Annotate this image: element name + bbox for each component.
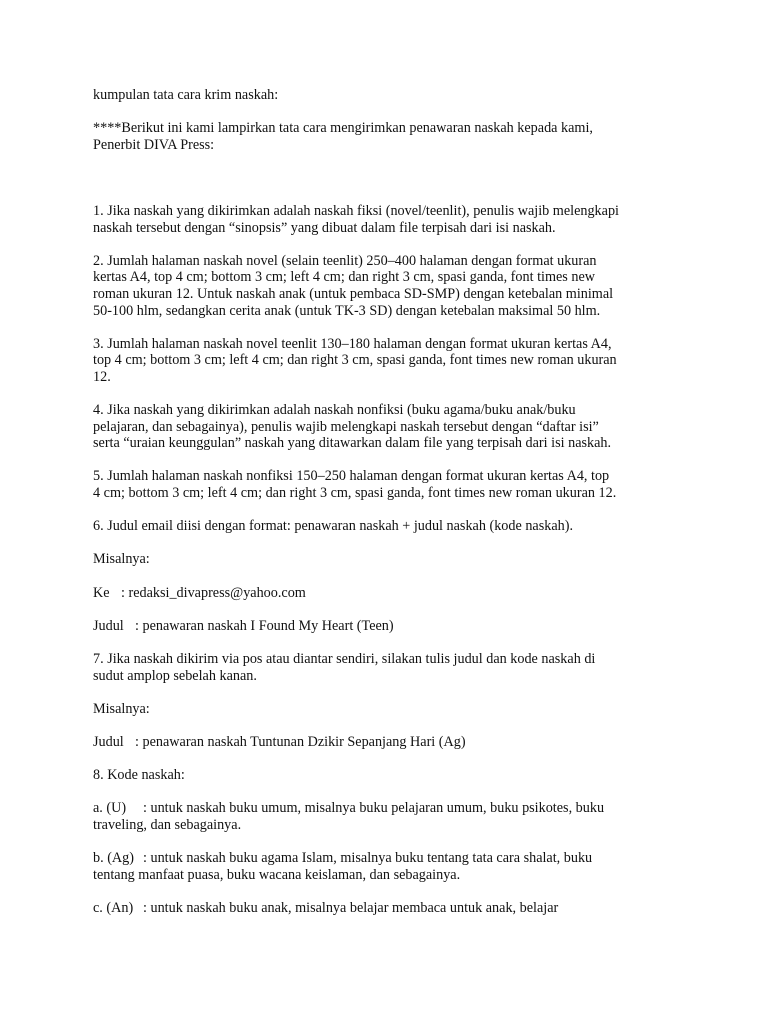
example-label: Misalnya: — [93, 700, 150, 717]
heading-line: ****Berikut ini kami lampirkan tata cara mengirimkan penawaran naskah kepada kami, — [93, 120, 593, 137]
spacer — [93, 170, 683, 203]
code-label: a. (U) — [93, 800, 127, 817]
paragraph-3: 3. Jumlah halaman naskah novel teenlit 130–180 halaman dengan format ukuran kertas A4, top 4 cm; bottom 3 cm; left 4 cm; dan right 3 cm, spasi ganda, font times new roman ukuran 12. — [93, 335, 617, 385]
example-ke-line — [93, 585, 683, 602]
intro-line: kumpulan tata cara krim naskah: — [93, 87, 279, 103]
document-page — [93, 87, 683, 933]
paragraph-1: 1. Jika naskah yang dikirimkan adalah naskah fiksi (novel/teenlit), penulis wajib melengkapi naskah tersebut dengan “sinopsis” yang dibuat dalam file terpisah dari isi naskah. — [93, 202, 619, 236]
ke-value: : redaksi_divapress@yahoo.com — [121, 584, 306, 601]
judul-label: Judul — [93, 617, 124, 634]
paragraph-4: 4. Jika naskah yang dikirimkan adalah naskah nonfiksi (buku agama/buku anak/buku pelajaran, dan sebagainya), penulis wajib melengkapi naskah tersebut dengan “daftar isi” serta “uraian keunggulan” naskah yang ditawarkan dalam file yang terpisah dari isi naskah. — [93, 402, 612, 452]
paragraph-8: 8. Kode naskah: — [93, 767, 185, 784]
example-label: Misalnya: — [93, 551, 150, 568]
judul-value: : penawaran naskah I Found My Heart (Teen) — [135, 617, 394, 634]
paragraph-5: 5. Jumlah halaman naskah nonfiksi 150–250 halaman dengan format ukuran kertas A4, top 4 cm; bottom 3 cm; left 4 cm; dan right 3 cm, spasi ganda, font times new roman ukuran 12. — [93, 468, 617, 502]
code-item-b: b. (Ag) : untuk naskah buku agama Islam, misalnya buku tentang tata cara shalat, buku tentang manfaat puasa, buku wacana keislaman, dan sebagainya. — [93, 850, 593, 883]
ke-label: Ke — [93, 584, 110, 601]
paragraph-6: 6. Judul email diisi dengan format: penawaran naskah + judul naskah (kode naskah). — [93, 518, 573, 535]
heading-paragraph — [93, 120, 683, 153]
example-judul-line — [93, 618, 683, 635]
code-label: b. (Ag) — [93, 850, 134, 867]
code-item-c: c. (An) : untuk naskah buku anak, misalnya belajar membaca untuk anak, belajar — [93, 899, 559, 916]
judul-label: Judul — [93, 733, 124, 750]
code-label: c. (An) — [93, 899, 134, 916]
paragraph-2: 2. Jumlah halaman naskah novel (selain teenlit) 250–400 halaman dengan format ukuran kertas A4, top 4 cm; bottom 3 cm; left 4 cm; dan right 3 cm, spasi ganda, font times new roman ukuran 12. Untuk naskah anak (untuk pembaca SD-SMP) dengan ketebalan minimal 50-100 hlm, sedangkan cerita anak (untuk TK-3 SD) dengan ketebalan maksimal 50 hlm. — [93, 252, 614, 319]
code-item-a: a. (U) : untuk naskah buku umum, misalnya buku pelajaran umum, buku psikotes, buku traveling, dan sebagainya. — [93, 800, 605, 833]
example-judul-line — [93, 734, 683, 751]
paragraph-7: 7. Jika naskah dikirim via pos atau diantar sendiri, silakan tulis judul dan kode naskah di sudut amplop sebelah kanan. — [93, 651, 596, 684]
judul-value: : penawaran naskah Tuntunan Dzikir Sepanjang Hari (Ag) — [135, 733, 466, 750]
heading-line: Penerbit DIVA Press: — [93, 136, 215, 153]
